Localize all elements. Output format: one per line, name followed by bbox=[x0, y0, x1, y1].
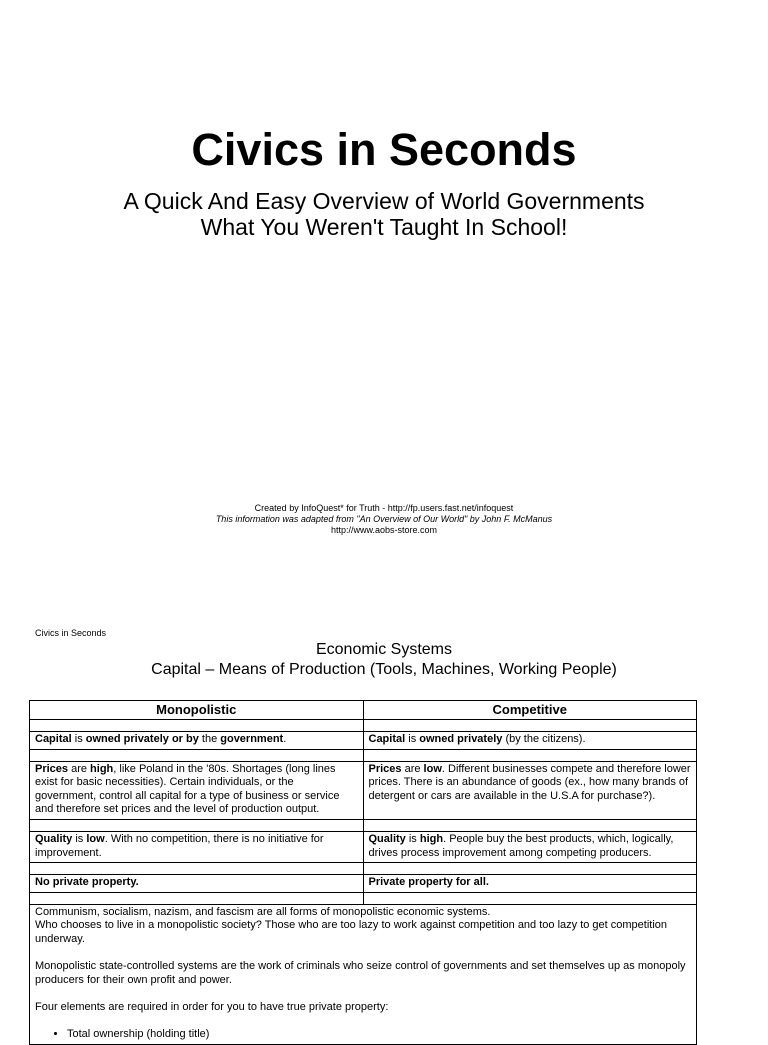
section-title: Economic Systems bbox=[315, 641, 453, 658]
cell-competitive-quality: Quality is high. People buy the best products, which, logically, drives process improvement among competing producers. bbox=[363, 831, 697, 862]
table-spacer-row bbox=[30, 819, 697, 831]
section-subtitle: Capital – Means of Production (Tools, Machines, Working People) bbox=[151, 661, 617, 678]
credits-line-1: Created by InfoQuest* for Truth - http://fp.users.fast.net/infoquest bbox=[254, 503, 514, 513]
subtitle-line-1: A Quick And Easy Overview of World Governments bbox=[123, 188, 645, 214]
credits-block bbox=[0, 503, 768, 536]
economic-systems-table bbox=[29, 700, 697, 1045]
table-spacer-row bbox=[30, 863, 697, 875]
cell-competitive-prices: Prices are low. Different businesses compete and therefore lower prices. There is an abundance of goods (ex., how many brands of detergent or cars are available in the U.S.A for purchase?). bbox=[363, 761, 697, 819]
cell-monopolistic-capital: Capital is owned privately or by the government. bbox=[30, 732, 364, 750]
table-row-capital bbox=[30, 732, 697, 750]
spacer-cell bbox=[30, 819, 364, 831]
document-title: Civics in Seconds bbox=[191, 124, 577, 175]
spacer-cell bbox=[30, 863, 364, 875]
credits-line-2: This information was adapted from "An Overview of Our World" by John F. McManus bbox=[215, 514, 553, 524]
spacer-cell bbox=[30, 720, 364, 732]
header-competitive: Competitive bbox=[363, 701, 697, 720]
subtitle-line-2: What You Weren't Taught In School! bbox=[200, 214, 568, 240]
spacer-cell bbox=[363, 863, 697, 875]
page-header-note: Civics in Seconds bbox=[35, 628, 107, 638]
section-heading bbox=[0, 640, 768, 680]
table-notes-row bbox=[30, 904, 697, 1044]
table-spacer-row bbox=[30, 720, 697, 732]
table-row-prices bbox=[30, 761, 697, 819]
spacer-cell bbox=[363, 892, 697, 904]
spacer-cell bbox=[363, 749, 697, 761]
notes-paragraph-2: Monopolistic state-controlled systems are the work of criminals who seize control of governments and set themselves up as monopoly producers for their own profit and power. bbox=[35, 960, 686, 986]
table-row-property bbox=[30, 875, 697, 893]
spacer-cell bbox=[363, 720, 697, 732]
header-monopolistic: Monopolistic bbox=[30, 701, 364, 720]
spacer-cell bbox=[30, 749, 364, 761]
table-spacer-row bbox=[30, 749, 697, 761]
table-spacer-row bbox=[30, 892, 697, 904]
document-subtitle bbox=[0, 188, 768, 240]
cell-competitive-capital: Capital is owned privately (by the citizens). bbox=[363, 732, 697, 750]
credits-line-3: http://www.aobs-store.com bbox=[330, 525, 438, 535]
spacer-cell bbox=[30, 892, 364, 904]
notes-paragraph-3: Four elements are required in order for you to have true private property: bbox=[35, 1000, 389, 1013]
table-header-row bbox=[30, 701, 697, 720]
property-elements-list bbox=[35, 1028, 691, 1042]
cell-monopolistic-property: No private property. bbox=[30, 875, 364, 893]
list-item: • Total ownership (holding title) bbox=[67, 1028, 691, 1042]
cell-monopolistic-prices: Prices are high, like Poland in the '80s. Shortages (long lines exist for basic necessities). Certain individuals, or the government, control all capital for a type of business or service and therefore set prices and the level of production output. bbox=[30, 761, 364, 819]
notes-paragraph-1: Communism, socialism, nazism, and fascism are all forms of monopolistic economic systems. Who chooses to live in a monopolistic society? Those who are too lazy to work against competition and too lazy to get competition underway. bbox=[35, 905, 668, 945]
cell-competitive-property: Private property for all. bbox=[363, 875, 697, 893]
table-row-quality bbox=[30, 831, 697, 862]
spacer-cell bbox=[363, 819, 697, 831]
notes-cell bbox=[30, 904, 697, 1044]
cell-monopolistic-quality: Quality is low. With no competition, there is no initiative for improvement. bbox=[30, 831, 364, 862]
